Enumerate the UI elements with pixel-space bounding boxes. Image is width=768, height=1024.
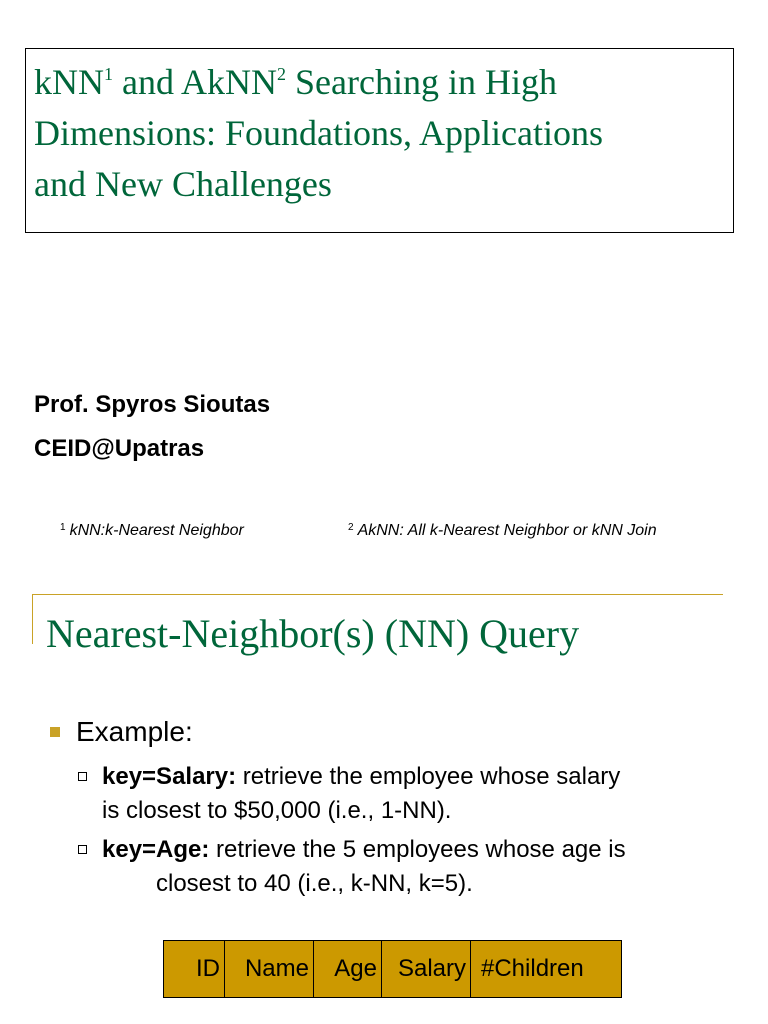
footnote-1-text: kNN:k-Nearest Neighbor (69, 522, 244, 539)
slide-title (34, 57, 725, 210)
employee-table-header (163, 940, 622, 998)
salary-key: key=Salary: (102, 763, 237, 790)
sub-bullet-salary-line-1 (102, 760, 620, 794)
author-affiliation: CEID@Upatras (34, 435, 205, 462)
title-divider (32, 594, 723, 595)
age-text-1: retrieve the 5 employees whose age is (209, 836, 626, 863)
header-cell-name: Name (225, 941, 314, 997)
slide-2 (0, 580, 768, 1024)
header-cell-id: ID (164, 941, 225, 997)
header-cell-age: Age (314, 941, 382, 997)
header-cell-children: #Children (481, 955, 584, 982)
sub-bullet-salary-line-2: is closest to $50,000 (i.e., 1-NN). (102, 797, 452, 824)
footnote-1-number: 1 (60, 522, 66, 533)
title-box (25, 48, 734, 233)
footnote-2-number: 2 (348, 522, 354, 533)
footnote-1 (60, 518, 244, 541)
title-divider-vertical (32, 594, 33, 644)
footnote-2-text: AkNN: All k-Nearest Neighbor or kNN Join (357, 522, 657, 539)
square-bullet-icon (50, 727, 60, 737)
header-cell-salary: Salary (382, 941, 471, 997)
title-line-3: and New Challenges (34, 164, 332, 204)
title-sup-2: 2 (277, 64, 286, 84)
slide-2-title: Nearest-Neighbor(s) (NN) Query (46, 611, 580, 656)
title-part-3: Searching in High (286, 62, 557, 102)
sub-bullet-age-line-2: closest to 40 (i.e., k-NN, k=5). (156, 870, 473, 897)
title-part-2: and AkNN (113, 62, 277, 102)
title-sup-1: 1 (104, 64, 113, 84)
hollow-square-bullet-icon (78, 772, 87, 781)
hollow-square-bullet-icon (78, 845, 87, 854)
salary-text-1: retrieve the employee whose salary (236, 763, 621, 790)
sub-bullet-age-line-1 (102, 833, 626, 867)
title-part-1: kNN (34, 62, 104, 102)
author-name: Prof. Spyros Sioutas (34, 391, 271, 418)
title-line-1 (34, 57, 725, 108)
footnote-2 (348, 518, 657, 541)
title-line-2: Dimensions: Foundations, Applications (34, 113, 604, 153)
bullet-example-text: Example: (76, 716, 193, 747)
age-key: key=Age: (102, 836, 210, 863)
